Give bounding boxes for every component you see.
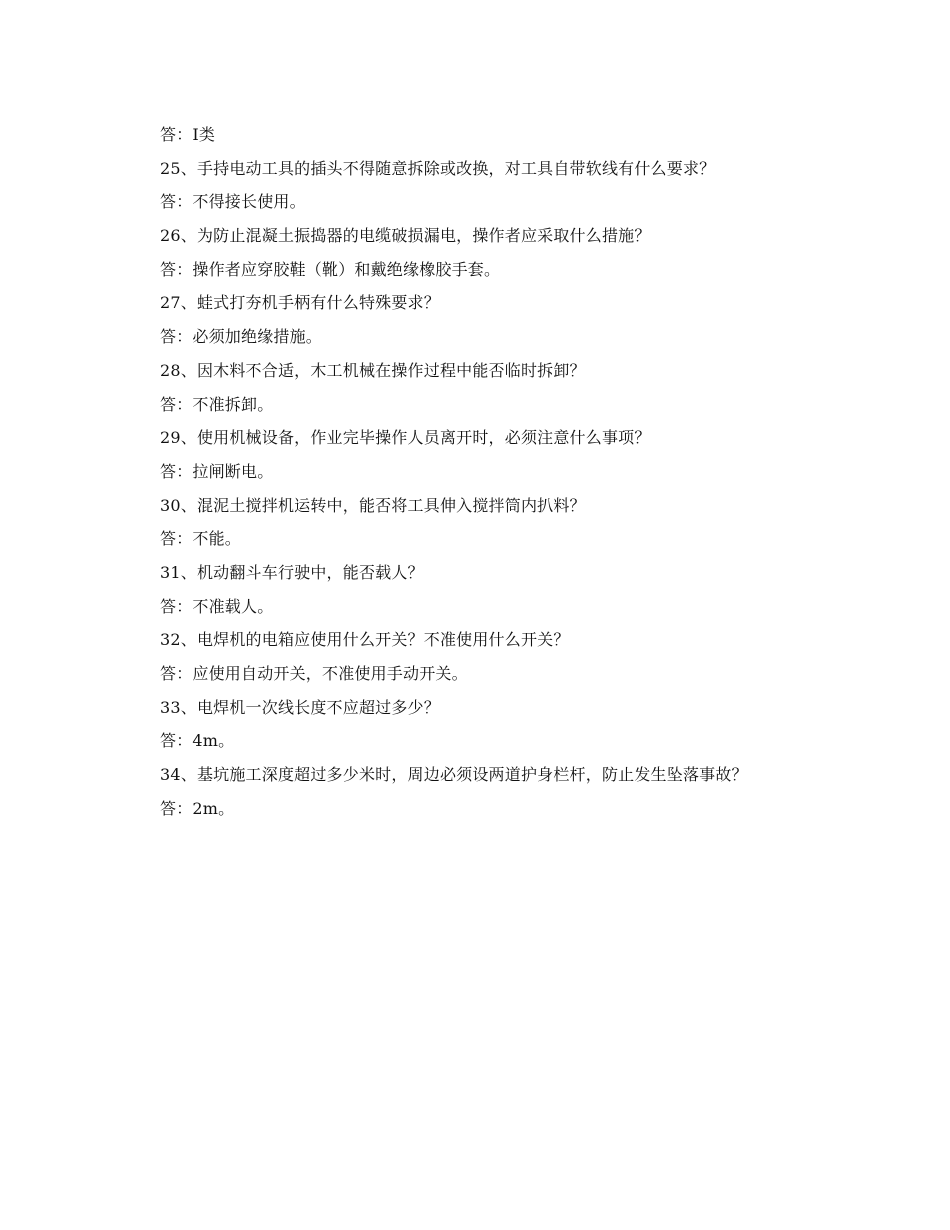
answer-line: 答：不得接长使用。 — [160, 192, 306, 212]
question-line: 30、混泥土搅拌机运转中，能否将工具伸入搅拌筒内扒料？ — [160, 495, 586, 515]
answer-line: 答：不能。 — [160, 529, 242, 549]
answer-line: 答：必须加绝缘措施。 — [160, 327, 323, 347]
answer-line: 答：4m。 — [160, 731, 235, 751]
question-line: 26、为防止混凝土振捣器的电缆破损漏电，操作者应采取什么措施？ — [160, 226, 651, 246]
qa-text-block — [160, 118, 880, 825]
question-line: 27、蛙式打夯机手柄有什么特殊要求？ — [160, 293, 440, 313]
answer-line: 答：操作者应穿胶鞋（靴）和戴绝缘橡胶手套。 — [160, 259, 501, 279]
question-line: 34、基坑施工深度超过多少米时，周边必须设两道护身栏杆，防止发生坠落事故？ — [160, 765, 748, 785]
question-line: 32、电焊机的电箱应使用什么开关？不准使用什么开关？ — [160, 630, 570, 650]
answer-line: 答：不准载人。 — [160, 596, 274, 616]
answer-line: 答：Ⅰ类 — [160, 125, 216, 144]
question-line: 28、因木料不合适，木工机械在操作过程中能否临时拆卸？ — [160, 360, 586, 380]
answer-line: 答：应使用自动开关，不准使用手动开关。 — [160, 664, 468, 683]
question-line: 31、机动翻斗车行驶中，能否载人？ — [160, 562, 424, 582]
question-line: 33、电焊机一次线长度不应超过多少？ — [160, 697, 440, 717]
answer-line: 答：拉闸断电。 — [160, 461, 274, 481]
question-line: 29、使用机械设备，作业完毕操作人员离开时，必须注意什么事项？ — [160, 428, 651, 448]
question-line: 25、手持电动工具的插头不得随意拆除或改换，对工具自带软线有什么要求？ — [160, 158, 716, 178]
answer-line: 答：2m。 — [160, 798, 235, 818]
answer-line: 答：不准拆卸。 — [160, 394, 274, 414]
